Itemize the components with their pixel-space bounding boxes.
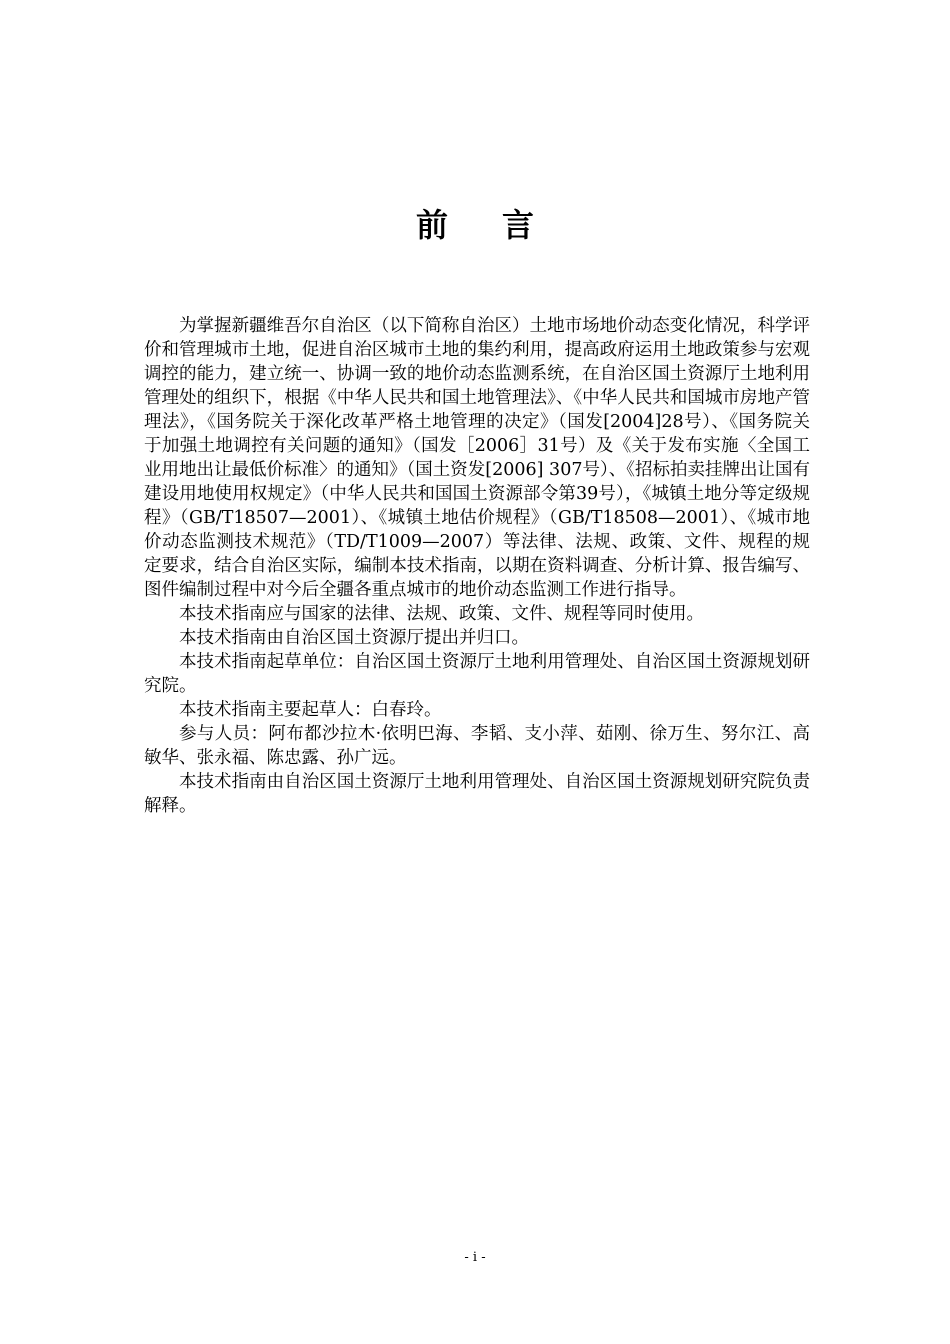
paragraph-interpretation: 本技术指南由自治区国土资源厅土地利用管理处、自治区国土资源规划研究院负责解释。	[144, 772, 810, 816]
preface-body	[144, 314, 810, 818]
page-title: 前言	[415, 206, 588, 244]
paragraph-purpose: 为掌握新疆维吾尔自治区（以下简称自治区）土地市场地价动态变化情况，科学评价和管理城市土地，促进自治区城市土地的集约利用，提高政府运用土地政策参与宏观调控的能力，建立统一、协调一致的地价动态监测系统，在自治区国土资源厅土地利用管理处的组织下，根据《中华人民共和国土地管理法》、《中华人民共和国城市房地产管理法》，《国务院关于深化改革严格土地管理的决定》（国发[2004]28号）、《国务院关于加强土地调控有关问题的通知》（国发［2006］31号）及《关于发布实施〈全国工业用地出让最低价标准〉的通知》（国土资发[2006] 307号）、《招标拍卖挂牌出让国有建设用地使用权规定》（中华人民共和国国土资源部令第39号），《城镇土地分等定级规程》（GB/T18507—2001）、《城镇土地估价规程》（GB/T18508—2001）、《城市地价动态监测技术规范》（TD/T1009—2007）等法律、法规、政策、文件、规程的规定要求，结合自治区实际，编制本技术指南，以期在资料调查、分析计算、报告编写、图件编制过程中对今后全疆各重点城市的地价动态监测工作进行指导。	[144, 316, 810, 600]
paragraph-usage: 本技术指南应与国家的法律、法规、政策、文件、规程等同时使用。	[179, 604, 704, 624]
paragraph-participants: 参与人员：阿布都沙拉木·依明巴海、李韬、支小萍、茹刚、徐万生、努尔江、高敏华、张永福、陈忠露、孙广远。	[144, 724, 810, 768]
page-number: - i -	[464, 1250, 486, 1265]
paragraph-main-drafter: 本技术指南主要起草人：白春玲。	[179, 700, 442, 720]
paragraph-drafting-units: 本技术指南起草单位：自治区国土资源厅土地利用管理处、自治区国土资源规划研究院。	[144, 652, 810, 696]
paragraph-proposer: 本技术指南由自治区国土资源厅提出并归口。	[179, 628, 529, 648]
